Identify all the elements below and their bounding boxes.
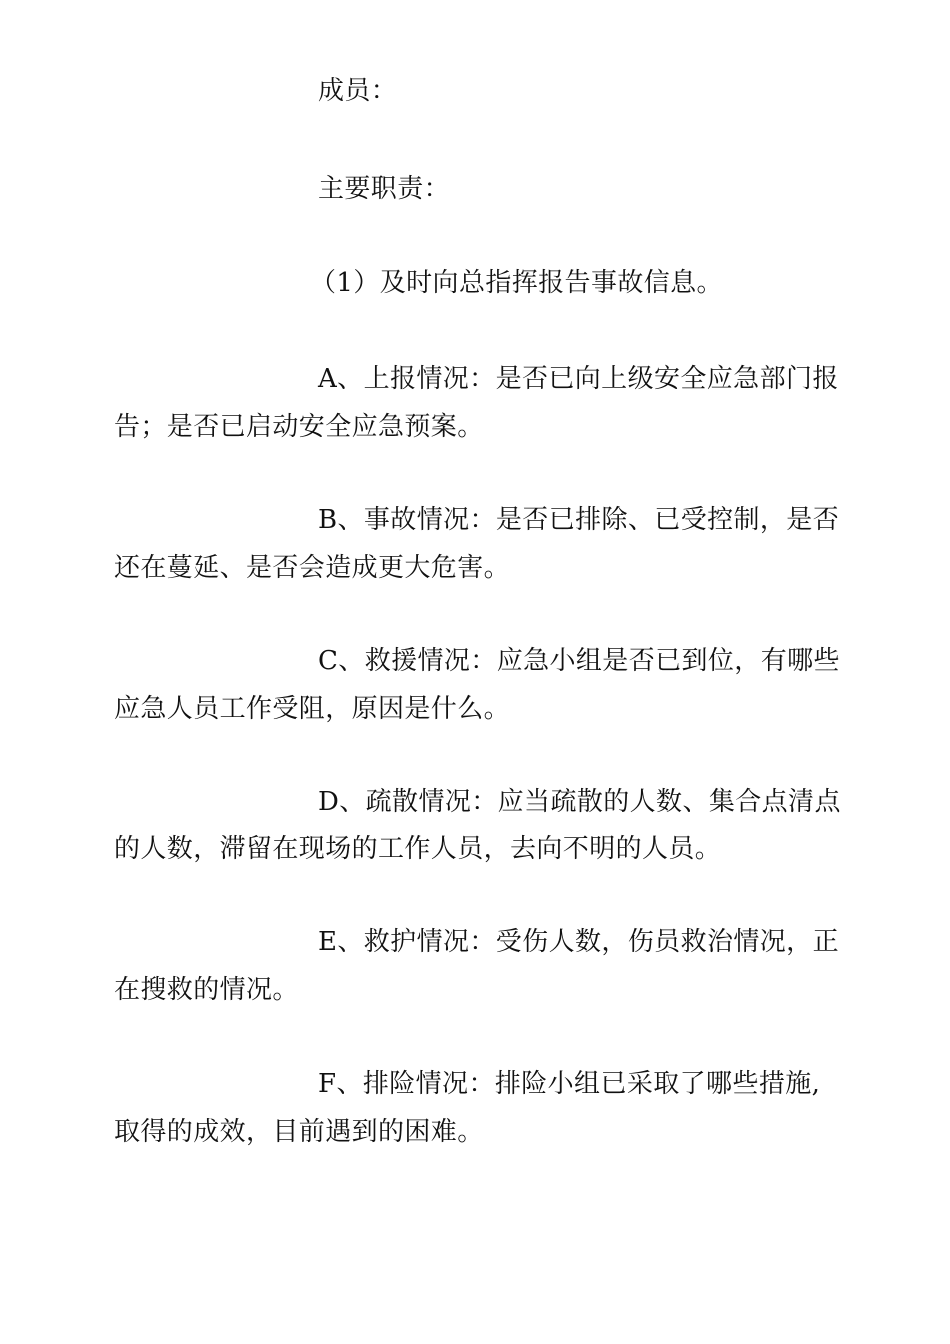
paragraph-e-line-1: E、救护情况：受伤人数，伤员救治情况，正	[318, 927, 839, 957]
paragraph-c-line-1: C、救援情况：应急小组是否已到位，有哪些	[318, 646, 840, 676]
paragraph-a-line-2: 告；是否已启动安全应急预案。	[114, 412, 484, 442]
paragraph-f-line-2: 取得的成效，目前遇到的困难。	[114, 1117, 484, 1147]
duties-label: 主要职责：	[318, 174, 451, 204]
paragraph-f-line-1: F、排险情况：排险小组已采取了哪些措施,	[318, 1069, 821, 1099]
paragraph-a-line-1: A、上报情况：是否已向上级安全应急部门报	[318, 364, 839, 394]
paragraph-b-line-1: B、事故情况：是否已排除、已受控制，是否	[318, 505, 840, 535]
paragraph-b-line-2: 还在蔓延、是否会造成更大危害。	[114, 553, 511, 583]
paragraph-d-line-1: D、疏散情况：应当疏散的人数、集合点清点	[318, 787, 841, 817]
paragraph-e-line-2: 在搜救的情况。	[114, 975, 299, 1005]
paragraph-c-line-2: 应急人员工作受阻，原因是什么。	[114, 694, 511, 724]
paragraph-d-line-2: 的人数，滞留在现场的工作人员，去向不明的人员。	[114, 834, 722, 864]
duty-item-1: （1）及时向总指挥报告事故信息。	[310, 268, 723, 298]
members-label: 成员：	[318, 76, 398, 106]
